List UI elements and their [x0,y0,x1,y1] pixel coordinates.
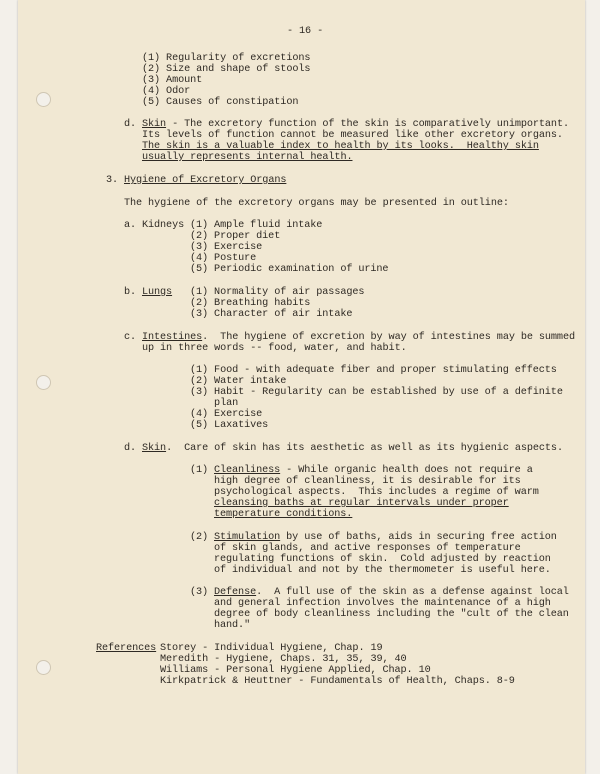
list-marker: d. [124,443,137,454]
stimulation-label: Stimulation [214,532,281,543]
skin-paragraph-line: The skin is a valuable index to health by its looks. Healthy skin [142,141,539,152]
intestines-paragraph-line: up in three words -- food, water, and habit. [142,343,407,354]
intestines-label: Intestines [142,332,203,343]
list-item: (4) Exercise [190,409,263,420]
skin-care-paragraph-line: Skin. Care of skin has its aesthetic as well as its hygienic aspects. [142,443,563,454]
cleanliness-label: Cleanliness [214,465,281,476]
list-marker: d. [124,119,137,130]
list-item: (4) Posture [190,253,257,264]
list-item: (5) Laxatives [190,420,269,431]
binder-hole [36,375,51,390]
list-item: (2) Water intake [190,376,287,387]
section-number: 3. [106,175,119,186]
list-marker: a. [124,220,137,231]
reference-item: Kirkpatrick & Heuttner - Fundamentals of Health, Chaps. 8-9 [160,676,515,687]
references-label: References [96,643,157,654]
list-item: (1) Ample fluid intake [190,220,323,231]
section-heading: Hygiene of Excretory Organs [124,175,287,186]
cleanliness-line: high degree of cleanliness, it is desirable for its [214,476,521,487]
skin-heading: Skin [142,119,167,130]
reference-item: Williams - Personal Hygiene Applied, Chap. 10 [160,665,431,676]
binder-hole [36,660,51,675]
list-item: (5) Causes of constipation [142,97,299,108]
stimulation-line: regulating functions of skin. Cold adjusted by reaction [214,554,551,565]
cleanliness-line: Cleanliness - While organic health does not require a [214,465,533,476]
list-item: (3) Exercise [190,242,263,253]
defense-label: Defense [214,587,257,598]
list-marker: b. [124,287,137,298]
item-number: (1) [190,465,209,476]
document-page [18,0,585,774]
list-item: (1) Regularity of excretions [142,53,311,64]
list-item: (2) Breathing habits [190,298,311,309]
skin-care-label: Skin [142,443,167,454]
stimulation-line: Stimulation by use of baths, aids in securing free action [214,532,557,543]
defense-line: degree of body cleanliness including the "cult of the clean [214,609,569,620]
list-item: (5) Periodic examination of urine [190,264,389,275]
page-number: - 16 - [287,26,324,37]
list-item: (1) Food - with adequate fiber and proper stimulating effects [190,365,557,376]
list-item: plan [190,398,239,409]
item-number: (3) [190,587,209,598]
reference-item: Meredith - Hygiene, Chaps. 31, 35, 39, 40 [160,654,407,665]
lungs-label: Lungs [142,287,173,298]
defense-line: hand." [214,620,251,631]
intestines-paragraph-line: Intestines. The hygiene of excretion by way of intestines may be summed [142,332,575,343]
list-item: (3) Habit - Regularity can be established by use of a definite [190,387,563,398]
stimulation-line: of skin glands, and active responses of temperature [214,543,521,554]
list-item: (1) Normality of air passages [190,287,365,298]
item-number: (2) [190,532,209,543]
cleanliness-line: psychological aspects. This includes a regime of warm [214,487,539,498]
defense-line: Defense. A full use of the skin as a defense against local [214,587,569,598]
stimulation-line: of individual and not by the thermometer is useful here. [214,565,551,576]
list-item: (4) Odor [142,86,191,97]
cleanliness-line: temperature conditions. [214,509,353,520]
skin-paragraph-line: Skin - The excretory function of the skin is comparatively unimportant. [142,119,569,130]
list-item: (3) Character of air intake [190,309,353,320]
cleanliness-line: cleansing baths at regular intervals under proper [214,498,509,509]
list-item: (3) Amount [142,75,203,86]
reference-item: Storey - Individual Hygiene, Chap. 19 [160,643,383,654]
defense-line: and general infection involves the maintenance of a high [214,598,551,609]
kidneys-label: Kidneys [142,220,185,231]
list-item: (2) Proper diet [190,231,281,242]
skin-paragraph-line: Its levels of function cannot be measured like other excretory organs. [142,130,563,141]
section-intro: The hygiene of the excretory organs may be presented in outline: [124,198,509,209]
binder-hole [36,92,51,107]
list-marker: c. [124,332,137,343]
skin-paragraph-line: usually represents internal health. [142,152,353,163]
list-item: (2) Size and shape of stools [142,64,311,75]
